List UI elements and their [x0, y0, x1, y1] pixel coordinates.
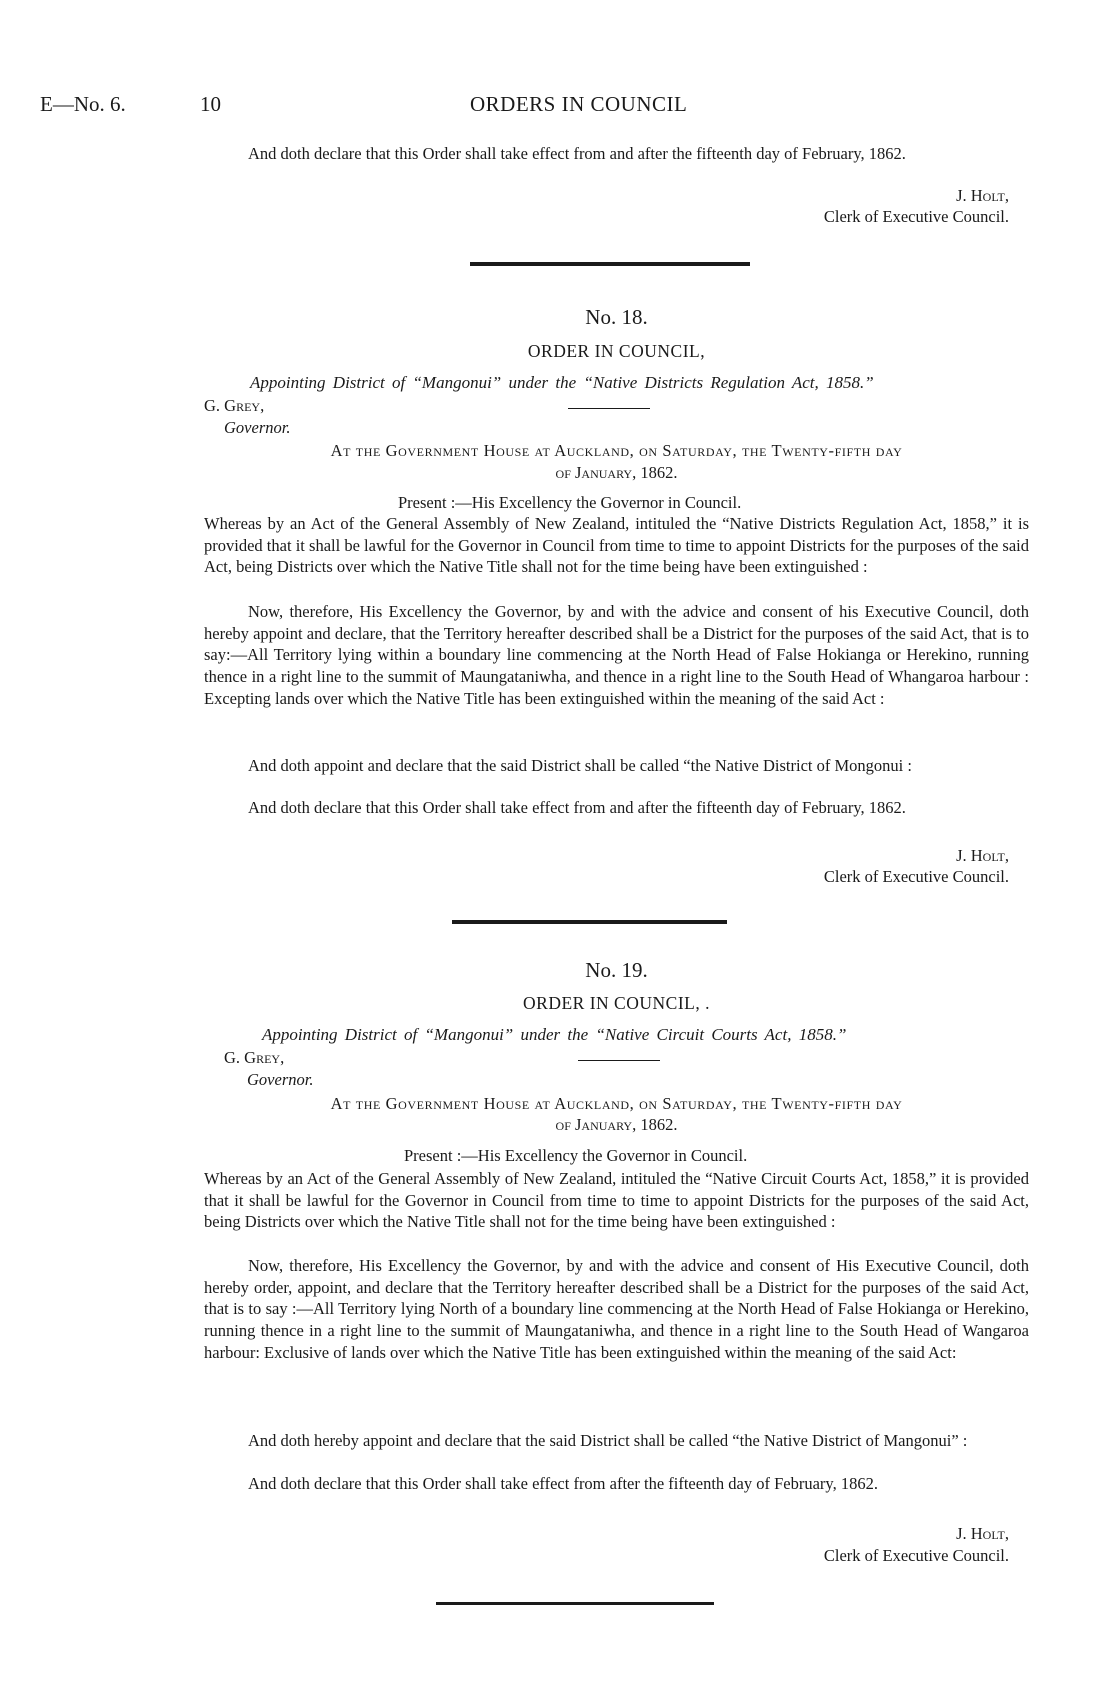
order-18-number: No. 18.: [585, 305, 648, 329]
order-18-paragraph-whereas: Whereas by an Act of the General Assembly of New Zealand, intituled the “Native Districts Regulation Act, 1858,” it is provided that it shall be lawful for the Governor in Council from time to time to appoint Districts for the purposes of the said Act, being Districts over which the Native Title shall not for the time being have been extinguished :: [204, 514, 1029, 577]
section-divider: [452, 920, 727, 924]
order-19-paragraph-effect: And doth declare that this Order shall take effect from after the fifteenth day of February, 1862.: [248, 1474, 878, 1493]
order-19-place-line-1: At the Government House at Auckland, on Saturday, the Twenty-fifth day: [330, 1094, 903, 1113]
order-19-heading: ORDER IN COUNCIL, .: [523, 993, 710, 1013]
previous-order-closing-paragraph: And doth declare that this Order shall take effect from and after the fifteenth day of February, 1862.: [248, 144, 906, 163]
document-reference: E—No. 6.: [40, 92, 126, 116]
order-18-paragraph-appoint: And doth appoint and declare that the said District shall be called “the Native District of Mongonui :: [248, 756, 912, 775]
order-19-present: Present :—His Excellency the Governor in Council.: [404, 1146, 748, 1165]
order-19-governor: G. Grey,: [224, 1048, 285, 1067]
order-18-paragraph-now-therefore: Now, therefore, His Excellency the Governor, by and with the advice and consent of his Executive Council, doth hereby appoint and declare, that the Territory hereafter described shall be a District for the purposes of the said Act, that is to say:—All Territory lying within a boundary line commencing at the North Head of False Hokianga or Herekino, running thence in a right line to the summit of Maungataniwha, and thence in a right line to the South Head of Whangaroa harbour : Excepting lands over which the Native Title has been extinguished within the meaning of the said Act :: [204, 602, 1029, 708]
order-18-signer-title: Clerk of Executive Council.: [823, 867, 1009, 886]
order-19-paragraph-whereas: Whereas by an Act of the General Assembly of New Zealand, intituled the “Native Circuit Courts Act, 1858,” it is provided that it shall be lawful for the Governor in Council from time to time to appoint Districts for the purposes of the said Act, being Districts over which the Native Title shall not for the time being have been extinguished :: [204, 1169, 1029, 1232]
order-19-paragraph-now-therefore: Now, therefore, His Excellency the Governor, by and with the advice and consent of His Executive Council, doth hereby order, appoint, and declare that the Territory hereafter described shall be a District for the purposes of the said Act, that is to say :—All Territory lying North of a boundary line commencing at the North Head of False Hokianga or Herekino, running thence in a right line to the summit of Maungataniwha, and thence in a right line to the South Head of Wangaroa harbour: Exclusive of lands over which the Native Title has been extinguished within the meaning of the said Act:: [204, 1256, 1029, 1362]
section-divider: [470, 262, 750, 266]
order-18-subtitle: Appointing District of “Mangonui” under the “Native Districts Regulation Act, 1858.”: [250, 373, 874, 392]
order-18-short-rule: [568, 408, 650, 409]
previous-order-signer: J. Holt,: [956, 186, 1009, 205]
order-19-signer: J. Holt,: [956, 1524, 1009, 1543]
order-18-present: Present :—His Excellency the Governor in Council.: [398, 493, 742, 512]
page-title: ORDERS IN COUNCIL: [470, 92, 688, 116]
previous-order-signer-title: Clerk of Executive Council.: [823, 207, 1009, 226]
order-19-short-rule: [578, 1060, 660, 1061]
order-19-subtitle: Appointing District of “Mangonui” under the “Native Circuit Courts Act, 1858.”: [262, 1025, 847, 1044]
order-19-paragraph-appoint: And doth hereby appoint and declare that the said District shall be called “the Native District of Mangonui” :: [248, 1431, 968, 1450]
order-18-paragraph-effect: And doth declare that this Order shall take effect from and after the fifteenth day of February, 1862.: [248, 798, 906, 817]
order-18-governor-title: Governor.: [224, 418, 291, 437]
order-18-signer: J. Holt,: [956, 846, 1009, 865]
page-number: 10: [200, 92, 221, 116]
order-19-governor-title: Governor.: [247, 1070, 314, 1089]
order-19-number: No. 19.: [585, 958, 648, 982]
order-18-place-line-1: At the Government House at Auckland, on Saturday, the Twenty-fifth day: [330, 441, 903, 460]
section-divider: [436, 1602, 714, 1605]
order-18-place-line-2: of January, 1862.: [555, 463, 678, 482]
order-19-signer-title: Clerk of Executive Council.: [823, 1546, 1009, 1565]
order-19-place-line-2: of January, 1862.: [555, 1115, 678, 1134]
order-18-governor: G. Grey,: [204, 396, 265, 415]
order-18-heading: ORDER IN COUNCIL,: [527, 341, 706, 361]
